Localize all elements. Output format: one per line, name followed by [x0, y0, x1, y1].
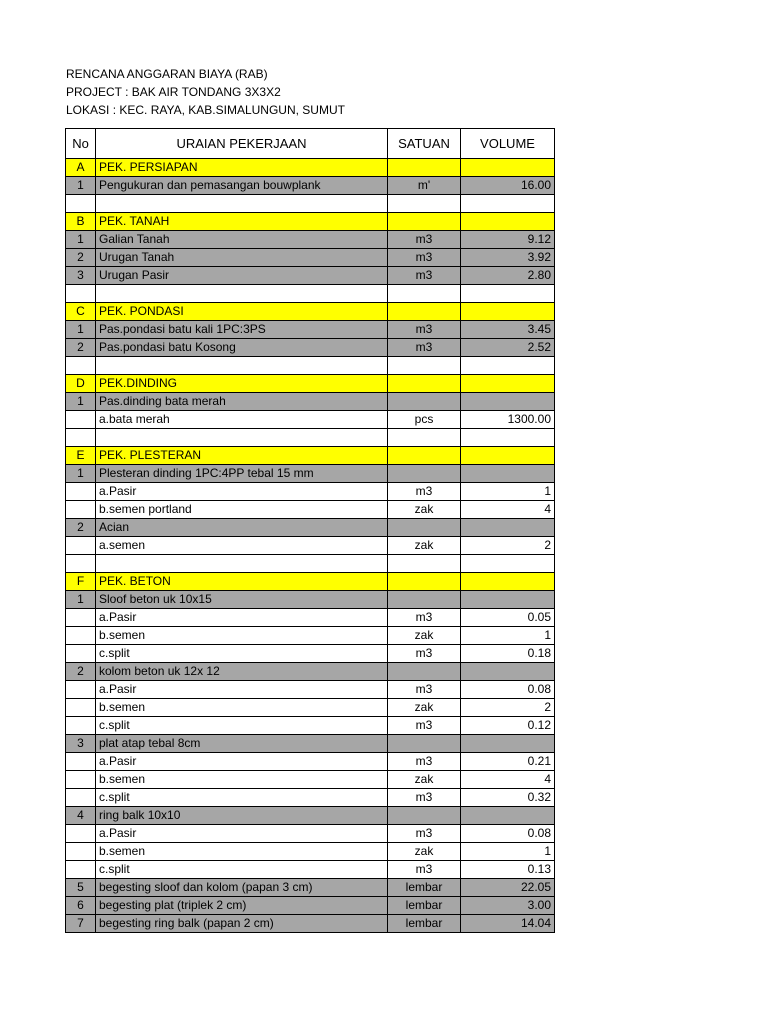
rab-table: [65, 128, 555, 933]
table-row: [66, 393, 555, 411]
table-row: [66, 609, 555, 627]
table-header-row: [66, 129, 555, 159]
row-number: 2: [66, 519, 96, 537]
row-description: PEK. PLESTERAN: [96, 447, 388, 465]
row-description: c.split: [96, 789, 388, 807]
table-row: [66, 537, 555, 555]
row-volume: [461, 807, 555, 825]
row-number: D: [66, 375, 96, 393]
blank-row: [66, 195, 555, 213]
row-volume: [461, 303, 555, 321]
row-number: 1: [66, 465, 96, 483]
row-unit: [388, 447, 461, 465]
row-number: [66, 357, 96, 375]
row-volume: [461, 735, 555, 753]
row-volume: [461, 591, 555, 609]
row-description: a.semen: [96, 537, 388, 555]
row-description: b.semen portland: [96, 501, 388, 519]
row-unit: lembar: [388, 897, 461, 915]
row-volume: 0.18: [461, 645, 555, 663]
row-unit: [388, 429, 461, 447]
location-line: LOKASI : KEC. RAYA, KAB.SIMALUNGUN, SUMUT: [66, 103, 345, 117]
row-number: 1: [66, 321, 96, 339]
table-row: [66, 645, 555, 663]
section-row: [66, 213, 555, 231]
row-number: 3: [66, 267, 96, 285]
table-row: [66, 717, 555, 735]
row-number: [66, 753, 96, 771]
row-volume: [461, 555, 555, 573]
row-unit: m3: [388, 645, 461, 663]
table-row: [66, 843, 555, 861]
row-volume: [461, 663, 555, 681]
row-unit: [388, 195, 461, 213]
row-volume: [461, 195, 555, 213]
row-volume: 3.45: [461, 321, 555, 339]
row-unit: m3: [388, 249, 461, 267]
table-row: [66, 915, 555, 933]
project-line: PROJECT : BAK AIR TONDANG 3X3X2: [66, 85, 281, 99]
row-volume: 0.21: [461, 753, 555, 771]
row-number: 6: [66, 897, 96, 915]
table-row: [66, 519, 555, 537]
row-description: c.split: [96, 717, 388, 735]
row-unit: lembar: [388, 879, 461, 897]
row-volume: 0.05: [461, 609, 555, 627]
section-row: [66, 159, 555, 177]
row-unit: zak: [388, 699, 461, 717]
row-description: Plesteran dinding 1PC:4PP tebal 15 mm: [96, 465, 388, 483]
row-volume: [461, 465, 555, 483]
row-number: [66, 537, 96, 555]
row-unit: pcs: [388, 411, 461, 429]
column-header-uraian: URAIAN PEKERJAAN: [96, 129, 388, 159]
row-number: 7: [66, 915, 96, 933]
row-description: PEK. BETON: [96, 573, 388, 591]
row-description: [96, 195, 388, 213]
row-description: Urugan Tanah: [96, 249, 388, 267]
row-description: Galian Tanah: [96, 231, 388, 249]
row-unit: m3: [388, 717, 461, 735]
row-unit: [388, 555, 461, 573]
row-number: [66, 555, 96, 573]
row-number: [66, 627, 96, 645]
row-description: c.split: [96, 861, 388, 879]
row-unit: zak: [388, 843, 461, 861]
table-row: [66, 735, 555, 753]
row-unit: m3: [388, 267, 461, 285]
table-row: [66, 897, 555, 915]
row-volume: 2.52: [461, 339, 555, 357]
row-number: 2: [66, 249, 96, 267]
row-number: C: [66, 303, 96, 321]
blank-row: [66, 357, 555, 375]
row-volume: [461, 519, 555, 537]
row-number: [66, 429, 96, 447]
row-unit: [388, 393, 461, 411]
row-number: [66, 411, 96, 429]
row-volume: 22.05: [461, 879, 555, 897]
table-row: [66, 789, 555, 807]
row-unit: m3: [388, 861, 461, 879]
table-row: [66, 753, 555, 771]
table-row: [66, 627, 555, 645]
row-volume: 0.32: [461, 789, 555, 807]
row-volume: [461, 213, 555, 231]
row-description: [96, 429, 388, 447]
row-number: [66, 681, 96, 699]
row-volume: [461, 393, 555, 411]
row-volume: 0.08: [461, 825, 555, 843]
row-unit: lembar: [388, 915, 461, 933]
row-volume: 14.04: [461, 915, 555, 933]
row-description: PEK. TANAH: [96, 213, 388, 231]
row-number: [66, 861, 96, 879]
row-volume: 1: [461, 843, 555, 861]
row-volume: [461, 375, 555, 393]
row-unit: [388, 285, 461, 303]
row-description: plat atap tebal 8cm: [96, 735, 388, 753]
table-row: [66, 465, 555, 483]
column-header-no: No: [66, 129, 96, 159]
section-row: [66, 573, 555, 591]
row-description: PEK.DINDING: [96, 375, 388, 393]
blank-row: [66, 429, 555, 447]
row-unit: m3: [388, 681, 461, 699]
row-description: Sloof beton uk 10x15: [96, 591, 388, 609]
row-number: [66, 699, 96, 717]
row-volume: 4: [461, 771, 555, 789]
row-number: [66, 195, 96, 213]
row-description: a.bata merah: [96, 411, 388, 429]
row-unit: [388, 159, 461, 177]
row-volume: [461, 357, 555, 375]
row-unit: m3: [388, 231, 461, 249]
row-description: a.Pasir: [96, 609, 388, 627]
row-volume: [461, 573, 555, 591]
row-unit: [388, 303, 461, 321]
row-volume: 2: [461, 537, 555, 555]
table-row: [66, 501, 555, 519]
table-row: [66, 231, 555, 249]
table-row: [66, 807, 555, 825]
row-number: 3: [66, 735, 96, 753]
section-row: [66, 447, 555, 465]
row-number: [66, 483, 96, 501]
row-description: Acian: [96, 519, 388, 537]
table-row: [66, 267, 555, 285]
row-description: b.semen: [96, 843, 388, 861]
row-number: 4: [66, 807, 96, 825]
row-unit: [388, 375, 461, 393]
row-number: 1: [66, 177, 96, 195]
row-unit: [388, 213, 461, 231]
row-description: begesting sloof dan kolom (papan 3 cm): [96, 879, 388, 897]
table-row: [66, 321, 555, 339]
row-description: PEK. PONDASI: [96, 303, 388, 321]
row-description: Pengukuran dan pemasangan bouwplank: [96, 177, 388, 195]
row-volume: [461, 285, 555, 303]
row-unit: m3: [388, 789, 461, 807]
row-description: a.Pasir: [96, 681, 388, 699]
row-unit: m3: [388, 825, 461, 843]
table-row: [66, 483, 555, 501]
row-number: [66, 771, 96, 789]
row-volume: [461, 447, 555, 465]
table-row: [66, 339, 555, 357]
row-volume: 2: [461, 699, 555, 717]
row-number: [66, 501, 96, 519]
row-unit: [388, 357, 461, 375]
row-volume: 0.08: [461, 681, 555, 699]
row-description: b.semen: [96, 627, 388, 645]
row-unit: zak: [388, 771, 461, 789]
row-number: [66, 609, 96, 627]
row-volume: 0.12: [461, 717, 555, 735]
row-description: b.semen: [96, 699, 388, 717]
row-description: [96, 357, 388, 375]
row-description: b.semen: [96, 771, 388, 789]
table-row: [66, 699, 555, 717]
row-description: Pas.pondasi batu Kosong: [96, 339, 388, 357]
row-volume: 3.92: [461, 249, 555, 267]
row-number: 1: [66, 591, 96, 609]
row-volume: 0.13: [461, 861, 555, 879]
section-row: [66, 375, 555, 393]
row-unit: [388, 573, 461, 591]
row-unit: [388, 735, 461, 753]
row-number: 2: [66, 339, 96, 357]
row-unit: zak: [388, 537, 461, 555]
row-volume: 1300.00: [461, 411, 555, 429]
row-description: a.Pasir: [96, 483, 388, 501]
table-row: [66, 825, 555, 843]
table-row: [66, 411, 555, 429]
row-number: [66, 285, 96, 303]
row-description: begesting ring balk (papan 2 cm): [96, 915, 388, 933]
row-volume: 16.00: [461, 177, 555, 195]
row-description: begesting plat (triplek 2 cm): [96, 897, 388, 915]
table-row: [66, 249, 555, 267]
row-unit: m3: [388, 321, 461, 339]
row-volume: 1: [461, 627, 555, 645]
row-volume: [461, 429, 555, 447]
table-row: [66, 879, 555, 897]
section-row: [66, 303, 555, 321]
row-number: [66, 843, 96, 861]
row-unit: [388, 807, 461, 825]
column-header-satuan: SATUAN: [388, 129, 461, 159]
row-number: 1: [66, 231, 96, 249]
row-volume: 1: [461, 483, 555, 501]
table-row: [66, 663, 555, 681]
row-description: [96, 285, 388, 303]
row-description: c.split: [96, 645, 388, 663]
row-description: Urugan Pasir: [96, 267, 388, 285]
row-volume: 3.00: [461, 897, 555, 915]
row-unit: m3: [388, 483, 461, 501]
row-number: [66, 717, 96, 735]
row-unit: zak: [388, 627, 461, 645]
row-number: [66, 789, 96, 807]
row-description: [96, 555, 388, 573]
row-number: 1: [66, 393, 96, 411]
row-description: a.Pasir: [96, 753, 388, 771]
row-number: [66, 645, 96, 663]
row-description: Pas.pondasi batu kali 1PC:3PS: [96, 321, 388, 339]
blank-row: [66, 555, 555, 573]
row-unit: m': [388, 177, 461, 195]
row-description: Pas.dinding bata merah: [96, 393, 388, 411]
row-number: 2: [66, 663, 96, 681]
row-unit: zak: [388, 501, 461, 519]
row-number: B: [66, 213, 96, 231]
row-unit: [388, 465, 461, 483]
row-number: A: [66, 159, 96, 177]
table-row: [66, 591, 555, 609]
row-unit: m3: [388, 339, 461, 357]
row-unit: [388, 663, 461, 681]
row-volume: 9.12: [461, 231, 555, 249]
row-description: ring balk 10x10: [96, 807, 388, 825]
row-number: E: [66, 447, 96, 465]
row-number: [66, 825, 96, 843]
row-unit: m3: [388, 609, 461, 627]
row-number: F: [66, 573, 96, 591]
row-volume: 2.80: [461, 267, 555, 285]
row-unit: [388, 519, 461, 537]
table-body: [66, 159, 555, 933]
table-row: [66, 771, 555, 789]
row-unit: [388, 591, 461, 609]
blank-row: [66, 285, 555, 303]
row-description: PEK. PERSIAPAN: [96, 159, 388, 177]
table-row: [66, 177, 555, 195]
row-volume: 4: [461, 501, 555, 519]
table-row: [66, 861, 555, 879]
row-description: a.Pasir: [96, 825, 388, 843]
table-row: [66, 681, 555, 699]
row-volume: [461, 159, 555, 177]
column-header-volume: VOLUME: [461, 129, 555, 159]
row-number: 5: [66, 879, 96, 897]
document-title: RENCANA ANGGARAN BIAYA (RAB): [66, 67, 268, 81]
row-unit: m3: [388, 753, 461, 771]
row-description: kolom beton uk 12x 12: [96, 663, 388, 681]
